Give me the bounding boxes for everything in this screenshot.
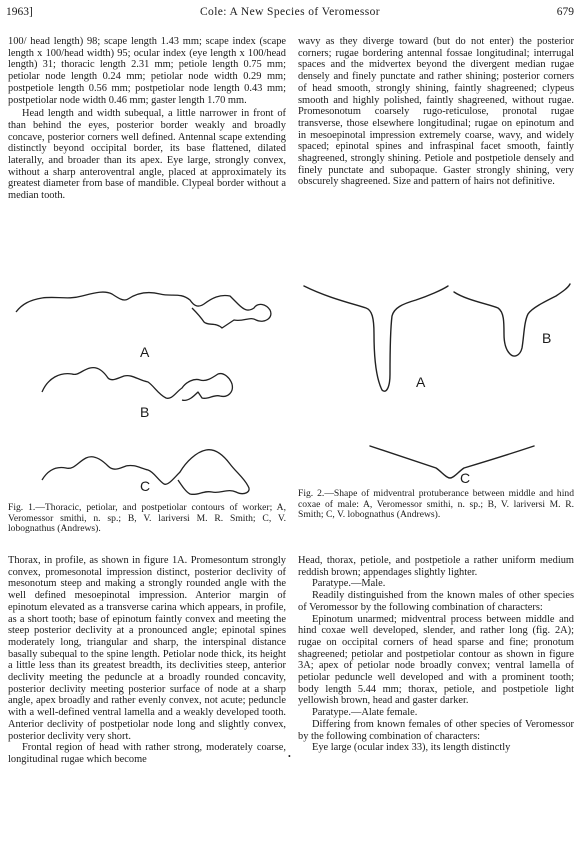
- right-column-bottom: [298, 555, 574, 754]
- protuberance-b: [454, 284, 570, 356]
- figure-2-label-a: A: [416, 374, 426, 390]
- paragraph: wavy as they diverge toward (but do not enter) the posterior corners; rugae bordering antennal fossae longitudinal; interrugal spaces and the midvertex beyond the divergent median rugae densely and finely punctate and rather shining; posterior corners of head smooth, strongly shining, faintly shagreened; clypeus smooth and highly polished, faintly shagreened, without rugae. Promesonotum coarsely rugo-reticulose, pronotal rugae transverse, those elsewhere longitudinal; rugae on epinotum and in mesoepinotal impression extremely coarse, wavy, and widely spaced; epinotal spines and infraspinal facet smooth, faintly shagreened, strongly shining. Petiole and postpetiole densely and finely punctate and subopaque. Gaster strongly shining, very obscurely shagreened. Size and pattern of hairs not definitive.: [298, 36, 574, 188]
- figure-1-label-a: A: [140, 344, 150, 360]
- paragraph: Readily distinguished from the known males of other species of Veromessor by the following combination of characters:: [298, 590, 574, 613]
- paragraph: Eye large (ocular index 33), its length distinctly: [312, 742, 511, 754]
- paragraph: Differing from known females of other species of Veromessor by the following combination of characters:: [298, 718, 574, 742]
- protuberance-c: [370, 446, 534, 478]
- figure-2-label-b: B: [542, 330, 552, 346]
- page-number: 679: [556, 6, 574, 18]
- figure-1-caption: Fig. 1.—Thoracic, petiolar, and postpetiolar contours of worker; A, Veromessor smithi, n. sp.; B, V. lariversi M. R. Smith; C, V. lobognathus (Andrews).: [8, 502, 286, 535]
- paragraph: Frontal region of head with rather strong, moderately coarse, longitudinal rugae which become: [8, 742, 286, 765]
- figure-1-drawing: [8, 282, 286, 502]
- paragraph: 100/ head length) 98; scape length 1.43 mm; scape index (scape length x 100/head width) 95; ocular index (eye length x 100/head length) 31; thoracic length 2.31 mm; petiole length 0.75 mm; petiolar node length 0.24 mm; petiolar node width 0.29 mm; postpetiole length 0.56 mm; postpetiolar node length 0.43 mm; postpetiolar node width 0.46 mm; gaster length 1.70 mm.: [8, 36, 286, 106]
- right-column-top: [298, 36, 574, 188]
- figure-1-label-b: B: [140, 404, 150, 420]
- contour-a: [16, 292, 271, 328]
- section-heading: Paratype.—Male.: [312, 578, 386, 590]
- figure-1-label-c: C: [140, 478, 151, 494]
- paragraph: Head length and width subequal, a little narrower in front of than behind the eyes, posterior border weakly and broadly concave, posterior corners well defined. Antennal scape extending distinctly beyond occipital border, its base flattened, dilated laterally, and broader than its apex. Eye large, strongly convex, without a sharp anteroventral angle, placed at approximately its greatest diameter from base of mandible. Clypeal border without a median tooth.: [8, 108, 286, 202]
- header-year: 1963]: [6, 6, 33, 18]
- paragraph: Epinotum unarmed; midventral process between middle and hind coxae well developed, slender, and rather long (fig. 2A); rugae on occipital corners of head sparse and fine; pronotum shagreened; petiolar and postpetiolar contour as shown in figure 3A; apex of petiolar node broadly convex; ventral lamella of petiolar peduncle well developed and with a prominent tooth; body length 5.44 mm; thorax, petiole, and postpetiole light yellowish brown, head and gaster darker.: [298, 613, 574, 707]
- section-heading: Paratype.—Alate female.: [312, 707, 418, 719]
- contour-b: [42, 368, 232, 401]
- left-column-top: [8, 36, 286, 202]
- paragraph: Thorax, in profile, as shown in figure 1A. Promesontum strongly convex, promesonotal impression distinct, posterior declivity of mesonotum steep and making a strongly rounded angle with the well defined mesoepinotal impression. Anterior margin of epinotum elevated as a transverse carina which appears, in profile, as a short tooth; base of epinotum faintly convex and meeting the steep posterior declivity at a pronounced angle; epinotal spines moderately long, triangular and sharp, the interspinal distance basally subequal to the spine length. Petiolar node thick, its height a little less than its greatest breadth, its declivities steep, anterior declivity meeting the peduncle at a broadly rounded concavity, posterior declivity meeting posterior surface of node at a sharp angle, apex broadly and rather evenly convex, not acute; peduncle with a well-defined ventral lamella and a weakly developed tooth. Anterior declivity of postpetiolar node long and slightly convex, posterior declivity very short.: [8, 555, 286, 742]
- figure-1-contours: [8, 282, 286, 502]
- paragraph: Head, thorax, petiole, and postpetiole a rather uniform medium reddish brown; appendages slightly lighter.: [298, 555, 574, 578]
- running-header: [6, 6, 574, 24]
- figure-2-label-c: C: [460, 470, 471, 486]
- figure-2-caption: Fig. 2.—Shape of midventral protuberance between middle and hind coxae of male: A, Veromessor smithi, n. sp.; B, V. lariversi M. R. Smith; C, V. lobognathus (Andrews).: [298, 488, 574, 521]
- protuberance-a: [304, 286, 448, 391]
- margin-mark: •: [288, 752, 291, 761]
- header-title: Cole: A New Species of Veromessor: [199, 6, 381, 18]
- figure-2-shapes: [298, 278, 574, 488]
- left-column-bottom: [8, 555, 286, 766]
- figure-2-drawing: [298, 278, 574, 488]
